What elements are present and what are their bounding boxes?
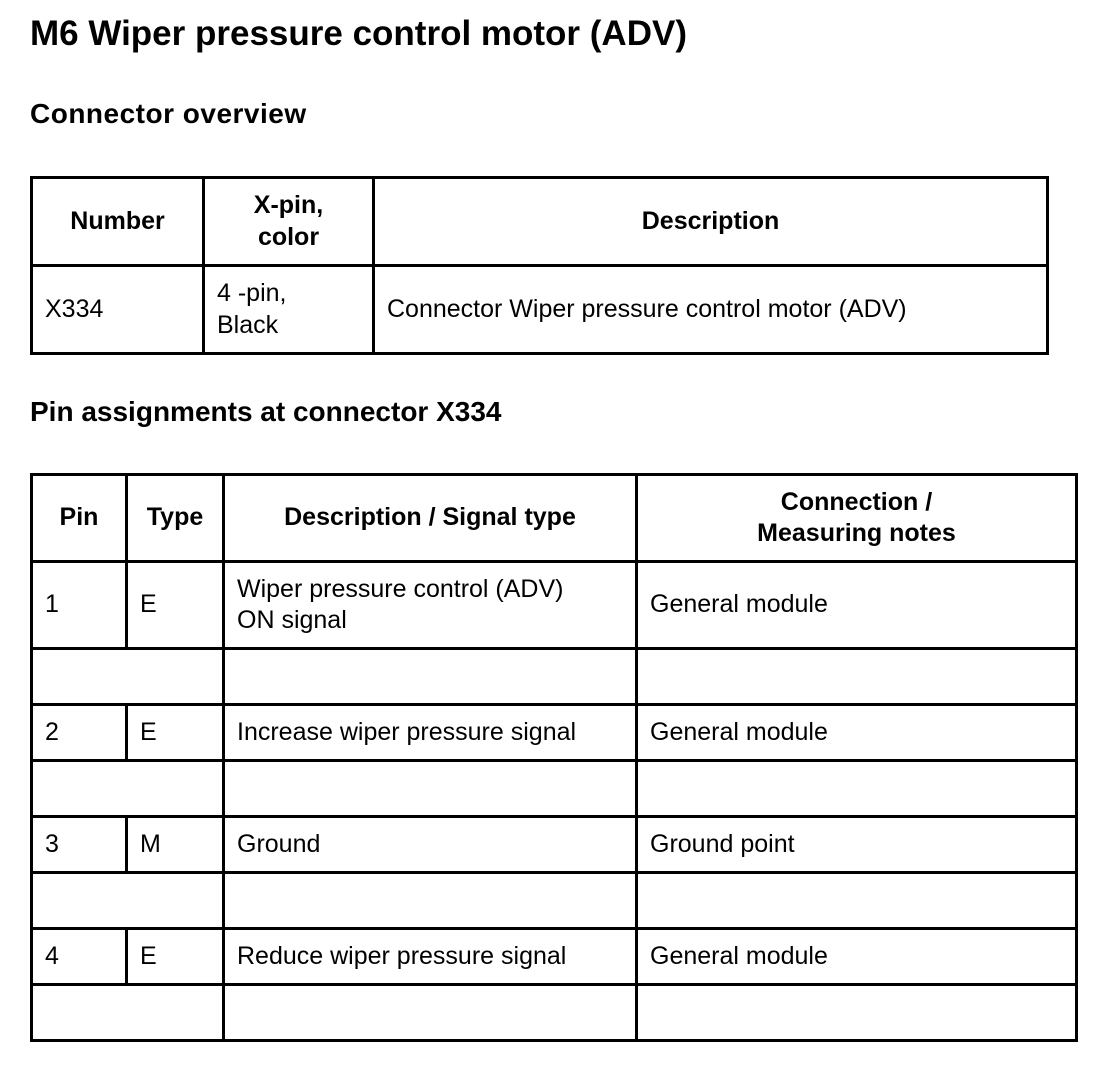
header-xpin-color xyxy=(204,178,374,266)
header-pin: Pin xyxy=(32,475,127,562)
pin-notes: General module xyxy=(637,705,1077,761)
spacer-cell xyxy=(32,873,224,929)
page-title: M6 Wiper pressure control motor (ADV) xyxy=(30,14,687,53)
spacer-cell xyxy=(224,873,637,929)
connector-number: X334 xyxy=(32,266,204,354)
pin-description xyxy=(224,562,637,649)
connector-xpin-line2: Black xyxy=(217,310,279,339)
spacer-cell xyxy=(224,985,637,1041)
spacer-cell xyxy=(224,649,637,705)
header-xpin-line2: color xyxy=(257,222,320,251)
pin-number: 4 xyxy=(32,929,127,985)
pin-description: Reduce wiper pressure signal xyxy=(224,929,637,985)
pin-type: E xyxy=(127,562,224,649)
pin-description-line2: ON signal xyxy=(237,606,347,634)
pin-description: Increase wiper pressure signal xyxy=(224,705,637,761)
connector-overview-table xyxy=(30,176,1049,355)
table-row xyxy=(32,705,1077,761)
pin-type: E xyxy=(127,929,224,985)
header-xpin-line1: X-pin, xyxy=(253,191,324,220)
pin-notes: Ground point xyxy=(637,817,1077,873)
header-type: Type xyxy=(127,475,224,562)
pin-description: Ground xyxy=(224,817,637,873)
pin-type: E xyxy=(127,705,224,761)
connector-row xyxy=(32,266,1048,354)
pin-description-line1: Wiper pressure control (ADV) xyxy=(237,574,564,603)
header-description: Description xyxy=(374,178,1048,266)
connector-header-row xyxy=(32,178,1048,266)
header-notes-line1: Connection / xyxy=(780,487,933,516)
spacer-cell xyxy=(32,761,224,817)
connector-description: Connector Wiper pressure control motor (ADV) xyxy=(374,266,1048,354)
header-notes-line2: Measuring notes xyxy=(757,519,956,547)
pin-number: 1 xyxy=(32,562,127,649)
spacer-cell xyxy=(637,649,1077,705)
pin-number: 3 xyxy=(32,817,127,873)
spacer-cell xyxy=(637,761,1077,817)
header-signal-description: Description / Signal type xyxy=(224,475,637,562)
spacer-row xyxy=(32,649,1077,705)
spacer-cell xyxy=(637,985,1077,1041)
spacer-cell xyxy=(224,761,637,817)
table-row xyxy=(32,929,1077,985)
connector-overview-heading: Connector overview xyxy=(30,98,307,129)
pin-header-row xyxy=(32,475,1077,562)
spacer-row xyxy=(32,873,1077,929)
pin-assignments-heading: Pin assignments at connector X334 xyxy=(30,396,502,427)
header-number: Number xyxy=(32,178,204,266)
pin-type: M xyxy=(127,817,224,873)
connector-xpin-color xyxy=(204,266,374,354)
table-row xyxy=(32,817,1077,873)
pin-notes: General module xyxy=(637,929,1077,985)
pin-assignments-table xyxy=(30,473,1078,1042)
connector-xpin-line1: 4 -pin, xyxy=(217,279,287,308)
table-row xyxy=(32,562,1077,649)
header-measuring-notes xyxy=(637,475,1077,562)
spacer-row xyxy=(32,985,1077,1041)
spacer-cell xyxy=(32,649,224,705)
spacer-cell xyxy=(637,873,1077,929)
spacer-cell xyxy=(32,985,224,1041)
spacer-row xyxy=(32,761,1077,817)
pin-number: 2 xyxy=(32,705,127,761)
pin-notes: General module xyxy=(637,562,1077,649)
